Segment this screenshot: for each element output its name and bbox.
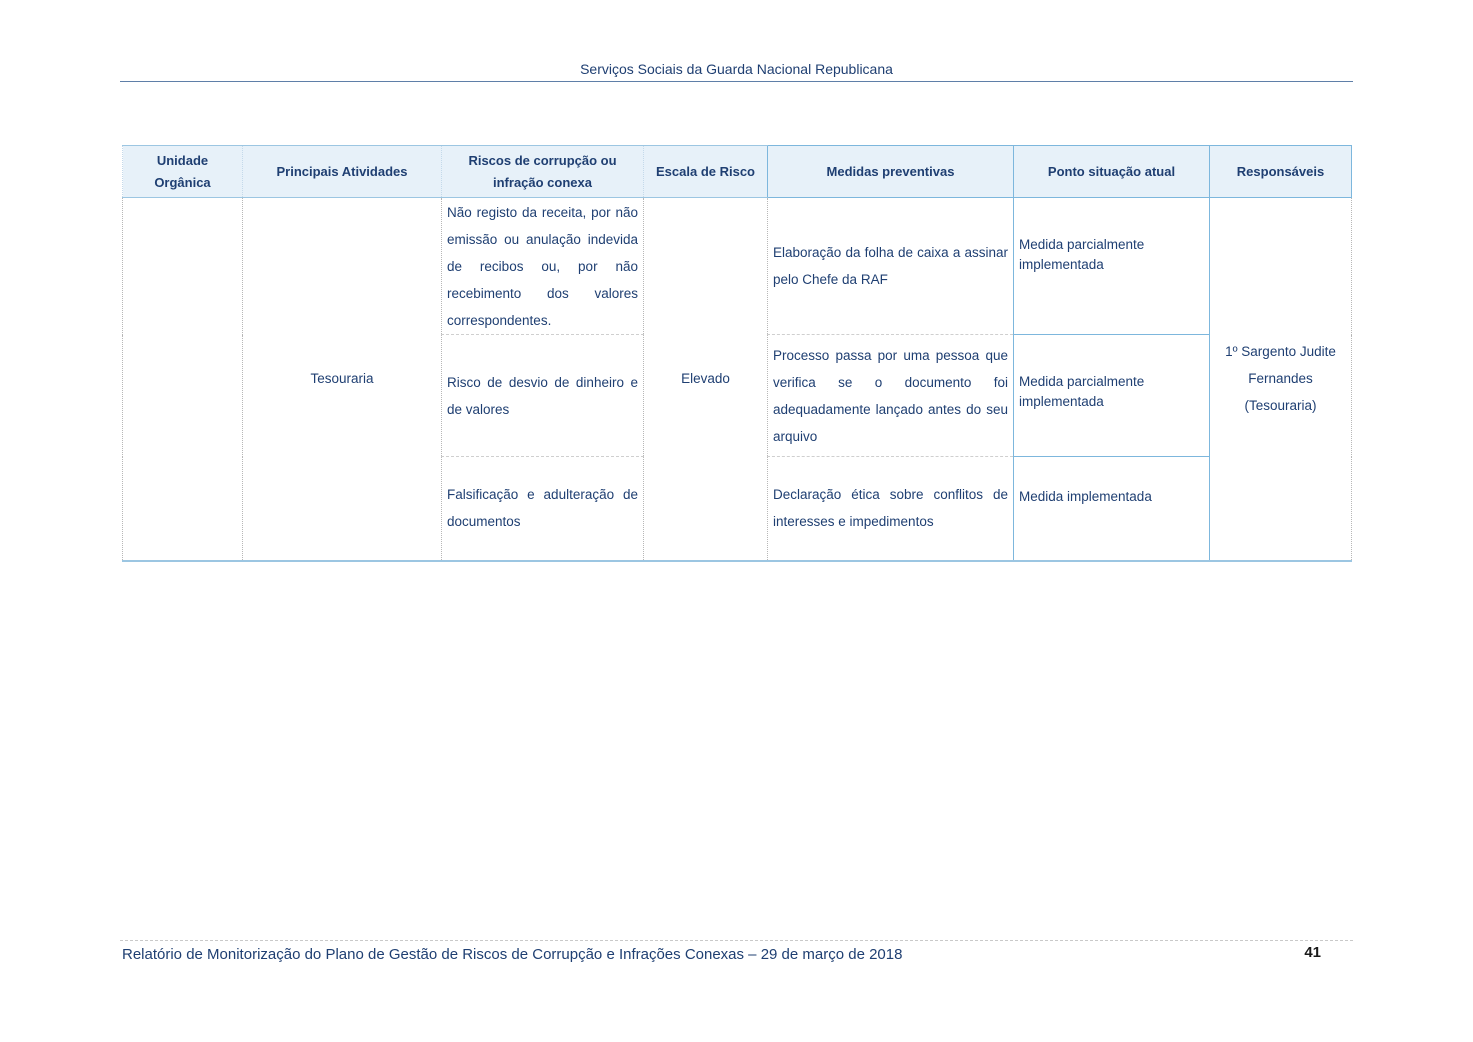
table-header-row [123,146,1352,198]
risk-cell: Risco de desvio de dinheiro e de valores [442,335,644,457]
column-header-risks: Riscos de corrupção ou infração conexa [442,146,644,198]
responsible-cell: 1º Sargento Judite Fernandes (Tesouraria) [1210,198,1352,561]
column-header-measures: Medidas preventivas [768,146,1014,198]
measure-cell: Elaboração da folha de caixa a assinar pelo Chefe da RAF [768,198,1014,335]
column-header-responsible: Responsáveis [1210,146,1352,198]
status-cell: Medida parcialmente implementada [1014,198,1210,335]
measure-cell: Declaração ética sobre conflitos de interesses e impedimentos [768,457,1014,561]
activity-cell: Tesouraria [243,198,442,561]
column-header-unit: Unidade Orgânica [123,146,243,198]
table-row [123,198,1352,335]
header-divider [120,81,1353,82]
risk-scale-cell: Elevado [644,198,768,561]
column-header-activities: Principais Atividades [243,146,442,198]
measure-cell: Processo passa por uma pessoa que verifica se o documento foi adequadamente lançado antes do seu arquivo [768,335,1014,457]
risk-cell: Não registo da receita, por não emissão ou anulação indevida de recibos ou, por não recebimento dos valores correspondentes. [442,198,644,335]
footer-text: Relatório de Monitorização do Plano de Gestão de Riscos de Corrupção e Infrações Conexas – 29 de março de 2018 [122,946,903,963]
status-cell: Medida parcialmente implementada [1014,335,1210,457]
risk-table [122,145,1352,562]
column-header-status: Ponto situação atual [1014,146,1210,198]
status-cell: Medida implementada [1014,457,1210,561]
unit-cell [123,198,243,561]
page-number: 41 [1304,944,1321,961]
column-header-risk-scale: Escala de Risco [644,146,768,198]
risk-cell: Falsificação e adulteração de documentos [442,457,644,561]
footer-divider [120,940,1353,941]
page-header: Serviços Sociais da Guarda Nacional Republicana [580,61,893,77]
